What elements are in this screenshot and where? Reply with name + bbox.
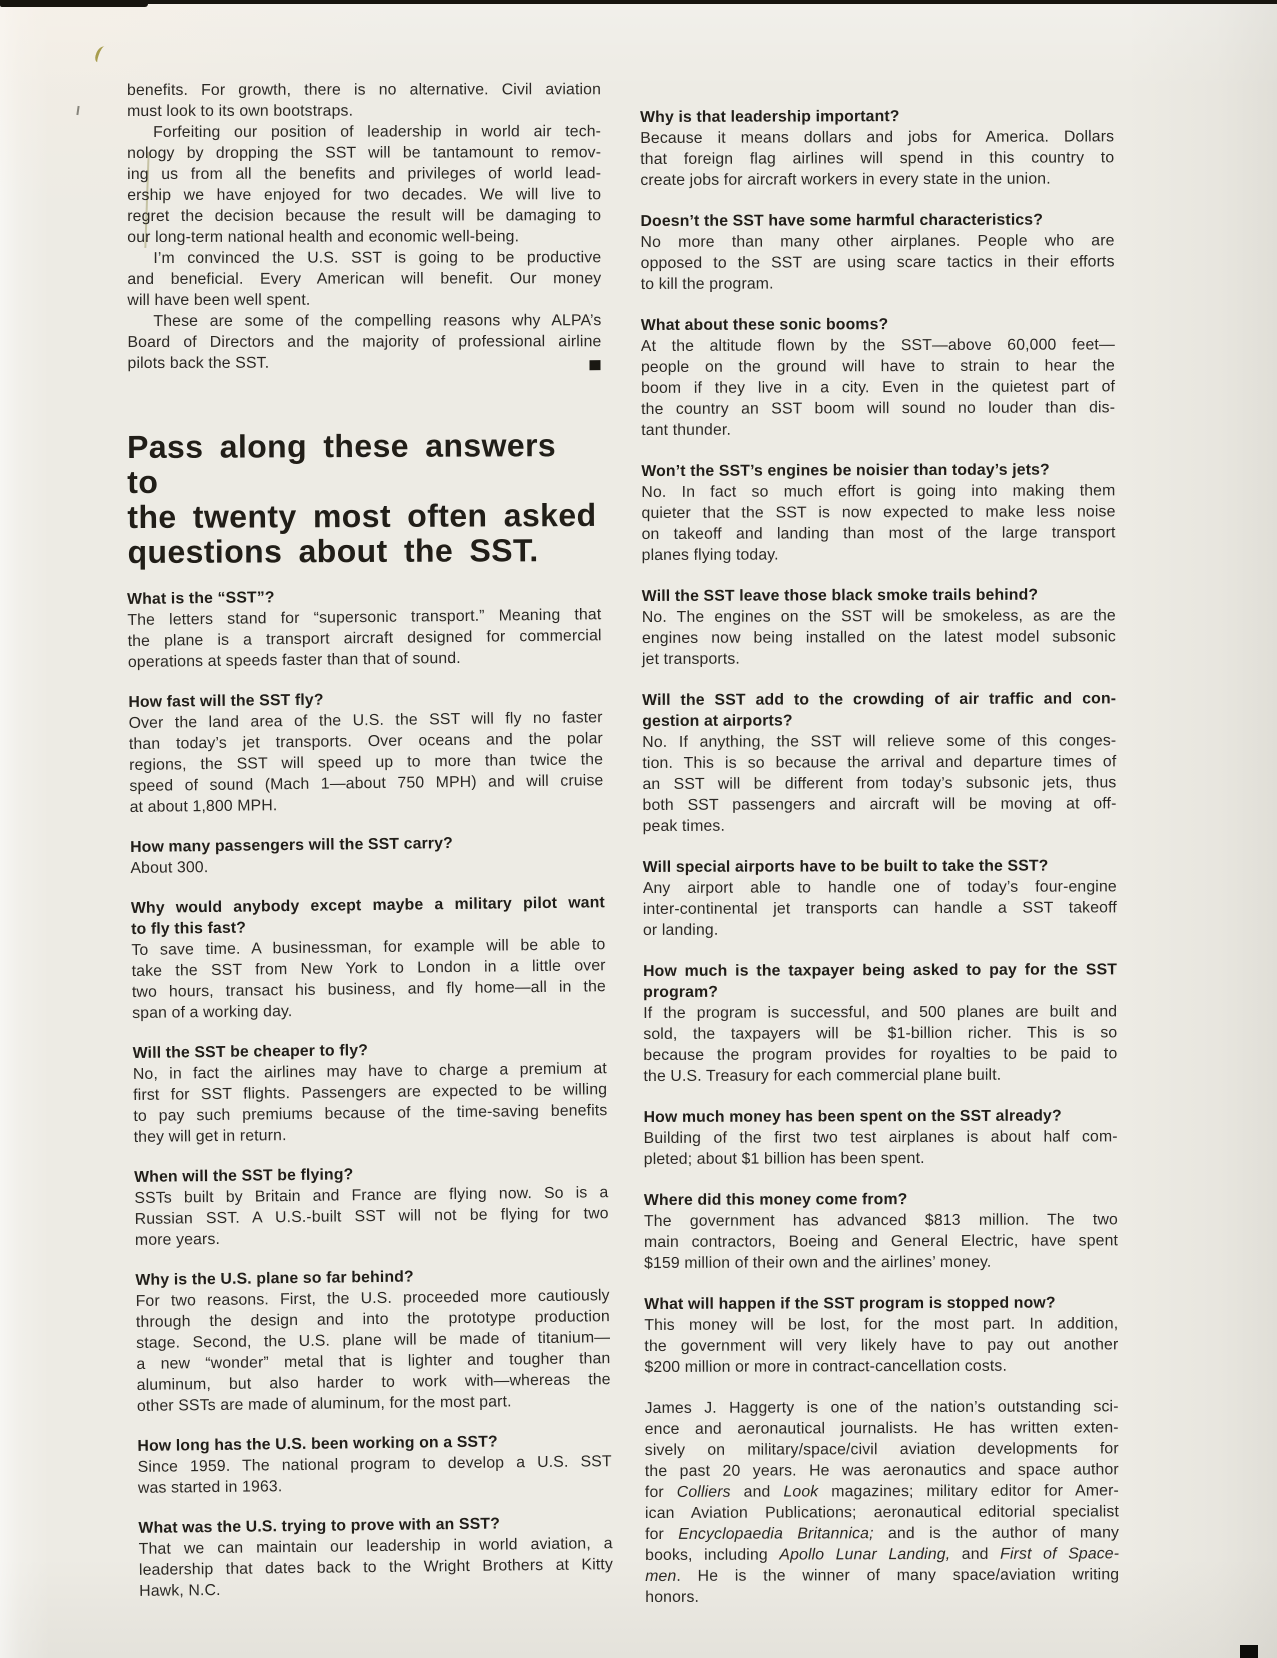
answer-line: through the design and into the prototype production: [135, 1308, 611, 1331]
answer-line: engines now being installed on the latest model subsonic: [641, 628, 1116, 647]
answer-line: the U.S. Treasury for each commercial plane built.: [643, 1066, 1002, 1085]
answer-line: the government will very likely have to pay out another: [644, 1336, 1119, 1355]
answer-line: Building of the first two test airplanes is about half com-: [643, 1128, 1118, 1147]
text-line: ership we have enjoyed for two decades. We will live to: [127, 186, 602, 204]
answer-line: For two reasons. First, the U.S. proceeded more cautiously: [135, 1287, 610, 1310]
answer-line: tion. This is so because the arrival and departure times of: [642, 753, 1117, 772]
answer-line: create jobs for aircraft workers in every state in the union.: [640, 170, 1051, 189]
question-line: Will the SST leave those black smoke trails behind?: [641, 586, 1039, 605]
qa-block: [643, 855, 1117, 941]
answer-line: first for SST flights. Passengers are expected to be willing: [133, 1081, 608, 1104]
answer-line: sold, the taxpayers will be $1-billion richer. This is so: [643, 1024, 1118, 1043]
qa-block: [134, 1161, 609, 1251]
right-column: [640, 85, 1119, 1608]
qa-block: [135, 1264, 611, 1417]
text-line: honors.: [645, 1588, 700, 1606]
headline-line: the twenty most often asked: [127, 496, 597, 535]
answer-line: Hawk, N.C.: [139, 1581, 221, 1600]
top-scan-edge-corner: [0, 0, 148, 7]
answer-line: This money will be lost, for the most part. In addition,: [644, 1315, 1119, 1334]
answer-line: to pay such premiums because of the time-saving benefits: [133, 1102, 608, 1125]
answer-line: About 300.: [130, 859, 209, 877]
answer-line: Because it means dollars and jobs for America. Dollars: [640, 128, 1115, 147]
answer-line: Russian SST. A U.S.-built SST will not be flying for two: [134, 1205, 609, 1228]
answer-line: $200 million or more in contract-cancellation costs.: [644, 1357, 1008, 1376]
qa-block: [642, 584, 1116, 670]
answer-line: regions, the SST will speed up to more than twice the: [129, 751, 604, 774]
answer-line: was started in 1963.: [137, 1478, 283, 1497]
answer-line: span of a working day.: [132, 1003, 293, 1022]
qa-block: [138, 1512, 613, 1602]
question-line: What about these sonic booms?: [640, 316, 889, 334]
answer-line: the country an SST boom will sound no louder than dis-: [641, 399, 1116, 418]
answer-line: than today’s jet transports. Over oceans and the polar: [128, 730, 603, 753]
answer-line: or landing.: [642, 921, 719, 939]
answer-line: to kill the program.: [640, 275, 774, 293]
paragraph: [645, 1396, 1120, 1608]
author-bio-block: [645, 1396, 1120, 1608]
answer-line: speed of sound (Mach 1—about 750 MPH) and will cruise: [129, 772, 604, 795]
answer-line: quieter that the SST is now expected to make less noise: [641, 503, 1116, 522]
text-line: for Colliers and Look magazines; military editor for Amer-: [644, 1482, 1119, 1501]
question-line: gestion at airports?: [642, 712, 793, 730]
headline-block: [127, 428, 602, 570]
text-line: books, including Apollo Lunar Landing, and First of Space-: [645, 1545, 1120, 1564]
question-line: Won’t the SST’s engines be noisier than today’s jets?: [641, 461, 1050, 480]
text-line: sively on military/space/civil aviation developments for: [644, 1440, 1119, 1459]
answer-line: opposed to the SST are using scare tactics in their efforts: [640, 253, 1115, 272]
text-line: our long-term national health and economic well-being.: [127, 228, 520, 246]
question-line: Doesn’t the SST have some harmful characteristics?: [640, 211, 1044, 230]
answer-line: more years.: [134, 1230, 221, 1249]
question-line: Why would anybody except maybe a military pilot want: [130, 894, 605, 917]
question-line: What was the U.S. trying to prove with an SST?: [138, 1515, 501, 1537]
qa-block: [127, 583, 602, 673]
answer-line: The letters stand for “supersonic transport.” Meaning that: [127, 606, 602, 629]
answer-line: No more than many other airplanes. People who are: [640, 232, 1115, 251]
text-line: ican Aviation Publications; aeronautical editorial specialist: [644, 1503, 1120, 1522]
answer-line: That we can maintain our leadership in world aviation, a: [138, 1535, 613, 1558]
answer-line: people on the ground will have to strain to hear the: [640, 357, 1116, 376]
right-qa-section: [640, 105, 1118, 1378]
question-line: Where did this money come from?: [643, 1191, 908, 1209]
answer-line: operations at speeds faster than that of sound.: [127, 649, 461, 671]
question-line: How much money has been spent on the SST already?: [643, 1107, 1062, 1126]
scan-speck: [94, 45, 109, 64]
qa-block: [131, 892, 607, 1024]
question-line: Will the SST be cheaper to fly?: [132, 1042, 369, 1062]
answer-line: pleted; about $1 billion has been spent.: [643, 1150, 925, 1168]
answer-line: that foreign flag airlines will spend in this country to: [640, 149, 1115, 168]
answer-line: a new “wonder” metal that is lighter and tougher than: [136, 1350, 611, 1373]
answer-line: At the altitude flown by the SST—above 60,000 feet—: [640, 336, 1115, 355]
text-line: ence and aeronautical journalists. He has written exten-: [644, 1419, 1119, 1438]
answer-line: planes flying today.: [641, 546, 779, 564]
answer-line: peak times.: [642, 817, 726, 835]
answer-line: No. In fact so much effort is going into making them: [641, 482, 1116, 501]
text-line: ing us from all the benefits and privileges of world lead-: [127, 165, 602, 183]
left-column: [126, 80, 614, 1602]
answer-line: No. The engines on the SST will be smokeless, as are the: [641, 607, 1116, 626]
qa-block: [640, 105, 1114, 191]
qa-block: [133, 1037, 608, 1148]
qa-block: [644, 1105, 1118, 1170]
answer-line: inter-continental jet transports can handle a SST takeoff: [642, 899, 1117, 918]
scan-speck: [76, 106, 79, 115]
text-line: nology by dropping the SST will be tantamount to remov-: [127, 144, 602, 162]
text-line: the past 20 years. He was aeronautics and space author: [644, 1461, 1119, 1480]
answer-line: boom if they live in a city. Even in the quietest part of: [641, 378, 1116, 397]
qa-block: [643, 959, 1117, 1087]
qa-block: [644, 1292, 1118, 1378]
corner-scan-mark: [1240, 1645, 1258, 1658]
question-line: What will happen if the SST program is stopped now?: [644, 1294, 1056, 1313]
text-line: benefits. For growth, there is no alternative. Civil aviation: [127, 81, 602, 99]
answer-line: $159 million of their own and the airlines’ money.: [644, 1253, 992, 1272]
answer-line: The government has advanced $813 million. The two: [643, 1211, 1118, 1230]
answer-line: on takeoff and landing than most of the large transport: [641, 524, 1116, 543]
answer-line: Any airport able to handle one of today’s four-engine: [642, 878, 1117, 897]
question-line: Why is the U.S. plane so far behind?: [135, 1268, 414, 1289]
text-line: men. He is the winner of many space/aviation writing: [645, 1566, 1120, 1585]
qa-block: [640, 209, 1114, 295]
answer-line: jet transports.: [641, 650, 740, 668]
answer-line: two hours, transact his business, and fly home—all in the: [131, 978, 606, 1001]
question-line: How much is the taxpayer being asked to pay for the SST: [643, 961, 1118, 980]
question-line: Will the SST add to the crowding of air traffic and con-: [642, 690, 1117, 709]
question-line: to fly this fast?: [131, 919, 247, 938]
text-line: must look to its own bootstraps.: [127, 102, 354, 120]
answer-line: To save time. A businessman, for example will be able to: [131, 936, 606, 959]
qa-block: [641, 313, 1115, 441]
paragraph: [127, 121, 601, 248]
answer-line: main contractors, Boeing and General Electric, have spent: [644, 1232, 1119, 1251]
answer-line: tant thunder.: [641, 421, 732, 439]
question-line: Will special airports have to be built to take the SST?: [642, 857, 1049, 876]
headline-line: questions about the SST.: [127, 532, 539, 570]
answer-line: If the program is successful, and 500 planes are built and: [643, 1003, 1118, 1022]
qa-block: [128, 686, 604, 818]
answer-line: the plane is a transport aircraft designed for commercial: [127, 627, 602, 650]
text-line: I’m convinced the U.S. SST is going to be productive: [153, 249, 602, 267]
question-line: When will the SST be flying?: [134, 1166, 354, 1186]
qa-block: [130, 831, 604, 879]
answer-line: because the program provides for royalties to be paid to: [643, 1045, 1118, 1064]
answer-line: both SST passengers and aircraft will be moving at off-: [642, 795, 1117, 814]
answer-line: No, in fact the airlines may have to charge a premium at: [132, 1060, 607, 1083]
text-line: These are some of the compelling reasons why ALPA’s: [153, 312, 602, 330]
qa-block: [137, 1430, 612, 1499]
answer-line: No. If anything, the SST will relieve some of this conges-: [642, 732, 1117, 751]
answer-line: other SSTs are made of aluminum, for the most part.: [136, 1393, 512, 1415]
left-qa-section: [127, 583, 613, 1602]
answer-line: aluminum, but also harder to work with—whereas the: [136, 1371, 611, 1394]
intro-block: [127, 79, 602, 374]
question-line: How fast will the SST fly?: [128, 691, 324, 711]
paragraph: [127, 247, 601, 311]
answer-line: leadership that dates back to the Wright Brothers at Kitty: [138, 1556, 614, 1579]
question-line: program?: [643, 983, 719, 1001]
text-line: Board of Directors and the majority of professional airline: [127, 333, 602, 351]
paragraph: [127, 79, 601, 122]
answer-line: Over the land area of the U.S. the SST will fly no faster: [128, 709, 603, 732]
text-line: pilots back the SST.: [127, 354, 270, 372]
top-scan-edge: [0, 0, 1277, 4]
text-line: regret the decision because the result will be damaging to: [127, 207, 602, 225]
answer-line: at about 1,800 MPH.: [129, 797, 278, 816]
answer-line: Since 1959. The national program to develop a U.S. SST: [137, 1453, 612, 1476]
question-line: Why is that leadership important?: [640, 108, 900, 126]
headline-line: Pass along these answers to: [126, 427, 557, 500]
text-line: Forfeiting our position of leadership in world air tech-: [153, 123, 602, 141]
paragraph: [127, 310, 601, 374]
answer-line: an SST will be different from today’s subsonic jets, thus: [642, 774, 1117, 793]
text-line: and beneficial. Every American will benefit. Our money: [127, 270, 602, 288]
qa-block: [644, 1188, 1118, 1274]
question-line: What is the “SST”?: [127, 589, 275, 608]
answer-line: stage. Second, the U.S. plane will be made of titanium—: [136, 1329, 611, 1352]
answer-line: SSTs built by Britain and France are flying now. So is a: [134, 1184, 609, 1207]
end-of-article-mark: [589, 360, 600, 370]
qa-block: [641, 459, 1115, 566]
question-line: How many passengers will the SST carry?: [130, 835, 454, 856]
qa-block: [642, 688, 1117, 837]
answer-line: they will get in return.: [133, 1127, 287, 1146]
text-line: James J. Haggerty is one of the nation’s outstanding sci-: [644, 1398, 1119, 1417]
text-line: will have been well spent.: [127, 291, 311, 309]
text-line: for Encyclopaedia Britannica; and is the author of many: [645, 1524, 1120, 1543]
question-line: How long has the U.S. been working on a SST?: [137, 1433, 498, 1455]
answer-line: take the SST from New York to London in a little over: [131, 957, 606, 980]
